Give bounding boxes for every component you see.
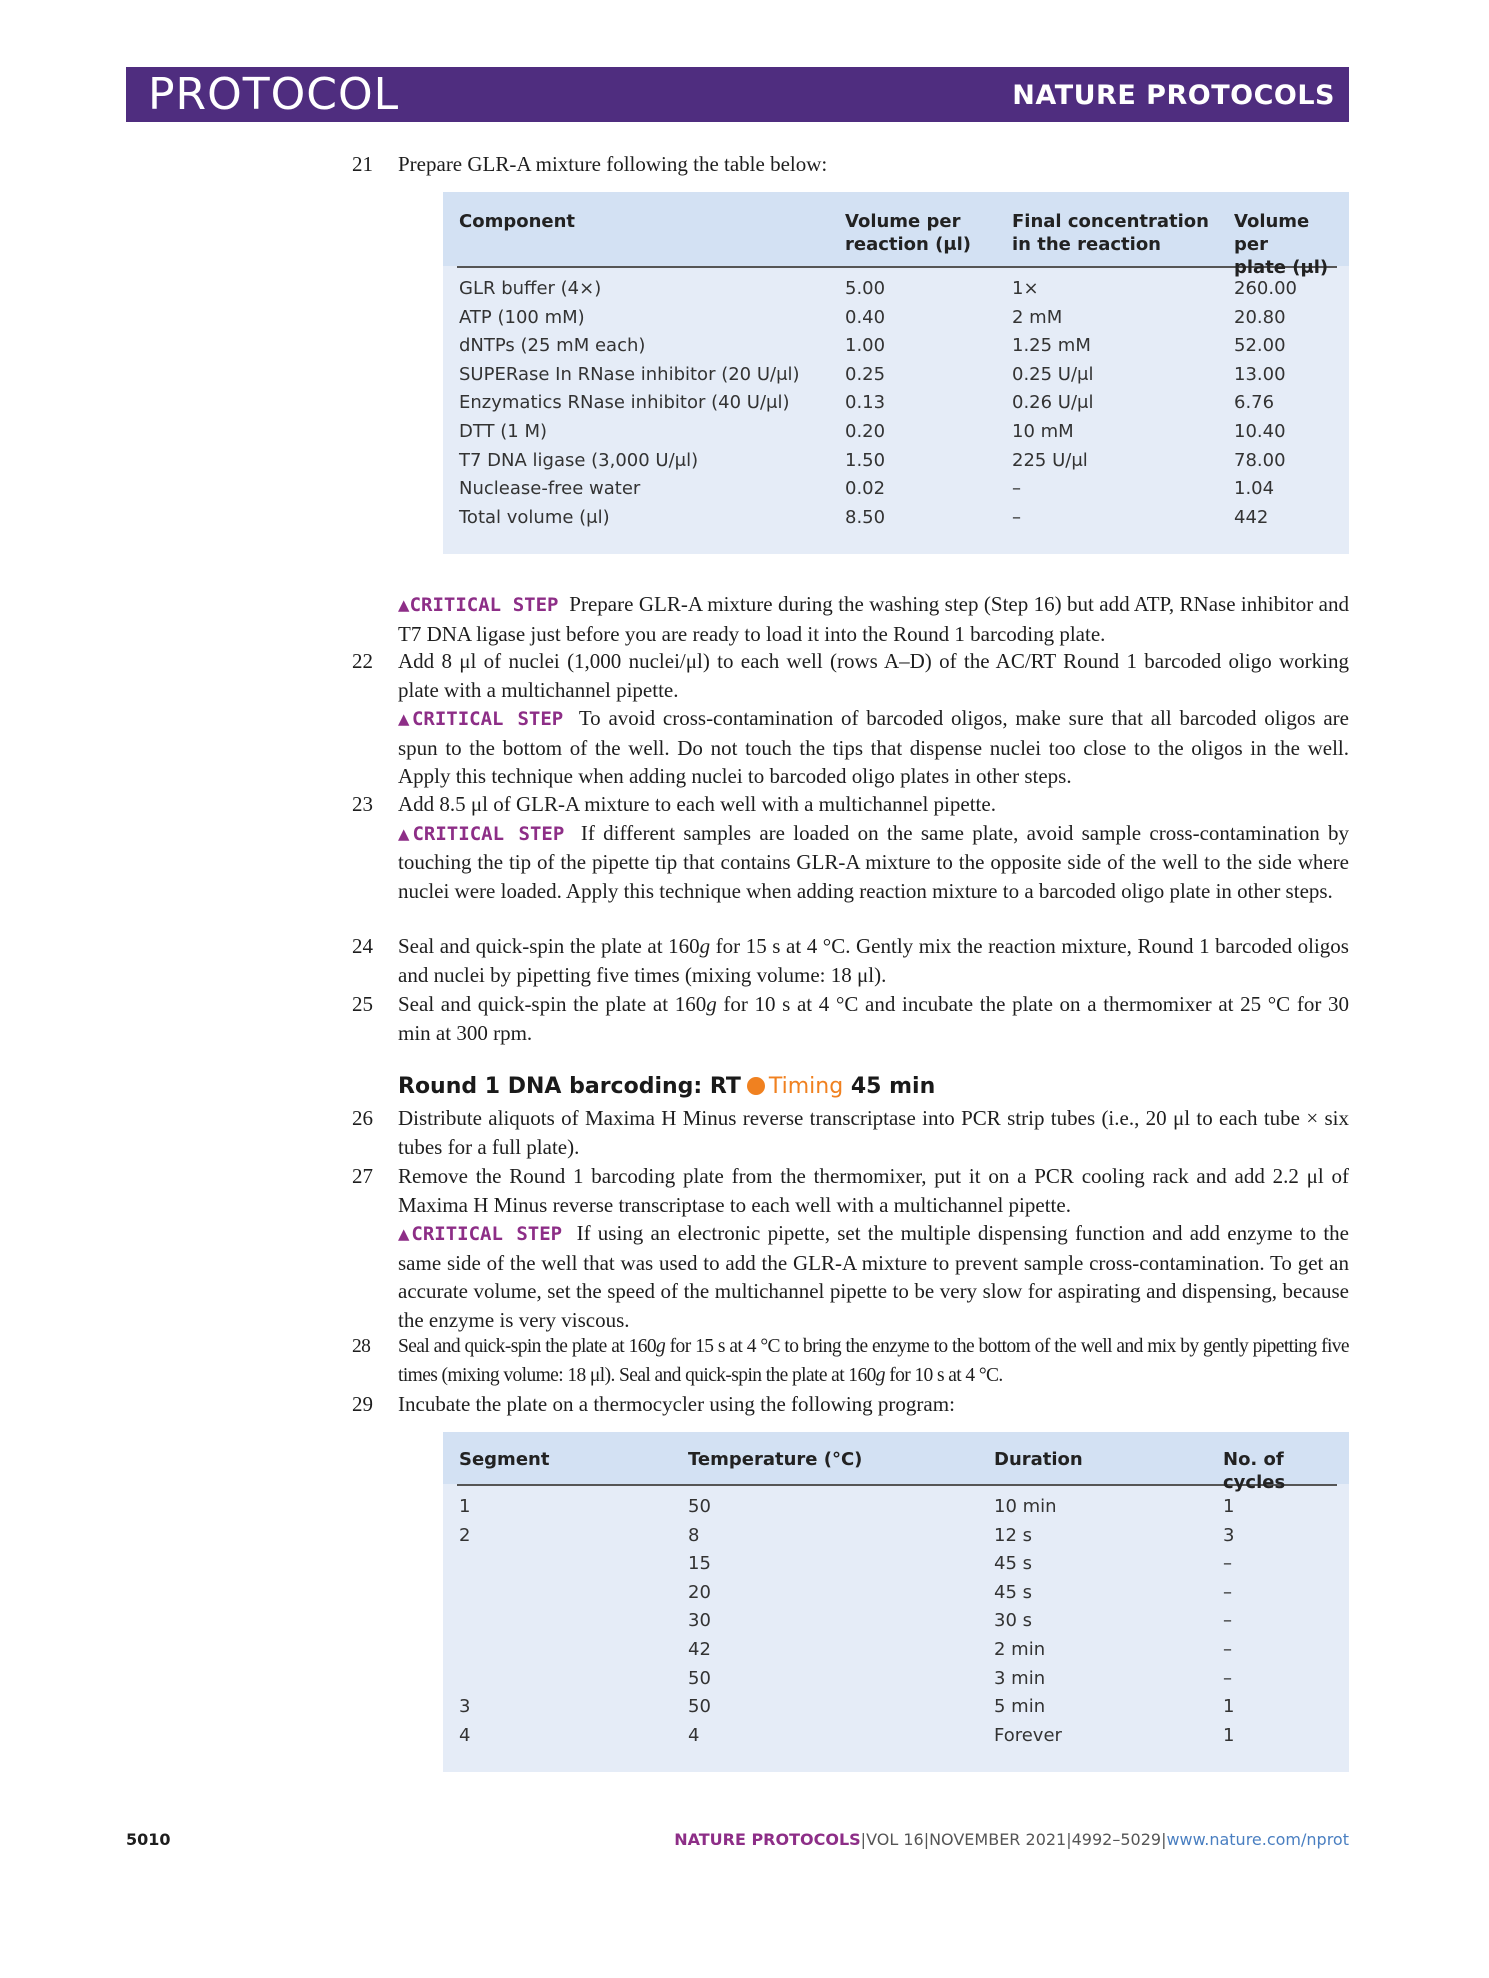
- table-cell: 20: [688, 1581, 711, 1603]
- critical-step-label: ▲CRITICAL STEP: [398, 1223, 563, 1245]
- section-heading: [398, 1074, 935, 1099]
- table-header-row: [443, 1432, 1349, 1484]
- table-cell: 1: [1223, 1496, 1235, 1517]
- journal-citation: NATURE PROTOCOLS|VOL 16|NOVEMBER 2021|4992–5029|www.nature.com/nprot: [674, 1830, 1349, 1849]
- table-cell: 225 U/μl: [1012, 449, 1088, 471]
- step-24: [352, 932, 1349, 989]
- page-number: 5010: [126, 1830, 171, 1849]
- table-cell: 3: [459, 1696, 471, 1718]
- table-cell: 30 s: [994, 1610, 1033, 1632]
- table-cell: ATP (100 mM): [459, 306, 585, 328]
- table-cell: –: [1012, 478, 1021, 500]
- table-cell: 1: [1223, 1696, 1235, 1718]
- table-cell: 442: [1234, 506, 1269, 528]
- step-number: 23: [352, 792, 373, 816]
- table-cell: 2 min: [994, 1639, 1046, 1660]
- table-cell: 0.26 U/μl: [1012, 392, 1094, 414]
- table-cell: –: [1223, 1581, 1232, 1603]
- page-header-bar: [126, 67, 1349, 122]
- table-cell: 3 min: [994, 1667, 1046, 1689]
- table-cell: 10 mM: [1012, 421, 1074, 442]
- table-cell: 20.80: [1234, 306, 1286, 328]
- table-cell: 50: [688, 1496, 711, 1517]
- table-cell: 0.25: [845, 363, 886, 385]
- step-21: [352, 150, 1349, 179]
- table-cell: 0.02: [845, 478, 886, 500]
- table-cell: 2: [459, 1524, 471, 1546]
- table-cell: 1×: [1012, 278, 1039, 299]
- step-number: 25: [352, 992, 373, 1016]
- footer-date: NOVEMBER 2021: [929, 1830, 1067, 1849]
- header-rule: [457, 266, 1337, 268]
- table-cell: 6.76: [1234, 392, 1275, 414]
- footer-url-link[interactable]: www.nature.com/nprot: [1166, 1830, 1349, 1849]
- footer-pages: 4992–5029: [1071, 1830, 1162, 1849]
- footer-journal: NATURE PROTOCOLS: [674, 1830, 861, 1849]
- step-26: [352, 1104, 1349, 1161]
- table-cell: 4: [459, 1724, 471, 1746]
- table-cell: DTT (1 M): [459, 421, 548, 442]
- column-header: Final concentration in the reaction: [1012, 211, 1209, 255]
- column-header: Volume per reaction (μl): [845, 211, 971, 255]
- step-27: [352, 1162, 1349, 1334]
- table-cell: 45 s: [994, 1553, 1033, 1575]
- table-cell: 1.00: [845, 335, 886, 357]
- table-cell: 1.50: [845, 449, 886, 471]
- table-cell: 1: [459, 1496, 471, 1517]
- table-cell: 5.00: [845, 278, 886, 299]
- timing-dot-icon: [747, 1077, 765, 1095]
- table-cell: 3: [1223, 1524, 1235, 1546]
- step-number: 27: [352, 1164, 373, 1188]
- table-cell: 1.25 mM: [1012, 335, 1091, 357]
- column-header: No. of cycles: [1223, 1449, 1286, 1493]
- table-cell: 50: [688, 1667, 711, 1689]
- table-cell: 1.04: [1234, 478, 1275, 500]
- step-text: Seal and quick-spin the plate at 160g for 15 s at 4 °C. Gently mix the reaction mixture, Round 1 barcoded oligos and nuclei by pipetting five times (mixing volume: 18 μl).: [398, 934, 1349, 987]
- table-cell: 2 mM: [1012, 306, 1063, 328]
- table-cell: 45 s: [994, 1581, 1033, 1603]
- section-type-label: PROTOCOL: [148, 69, 400, 120]
- step-number: 24: [352, 934, 373, 958]
- table-cell: –: [1012, 506, 1021, 528]
- table-cell: 30: [688, 1610, 711, 1632]
- critical-step-label: ▲CRITICAL STEP: [398, 708, 564, 730]
- table-cell: –: [1223, 1553, 1232, 1575]
- table-cell: 42: [688, 1639, 711, 1660]
- critical-step-text: Prepare GLR-A mixture during the washing step (Step 16) but add ATP, RNase inhibitor and T7 DNA ligase just before you are ready to load it into the Round 1 barcoding plate.: [398, 592, 1349, 646]
- step-text: Distribute aliquots of Maxima H Minus reverse transcriptase into PCR strip tubes (i.e., 20 μl to each tube × six tubes for a full plate).: [398, 1106, 1349, 1159]
- table-cell: 0.40: [845, 306, 886, 328]
- table-cell: Enzymatics RNase inhibitor (40 U/μl): [459, 392, 790, 414]
- critical-step-21: [398, 590, 1349, 648]
- step-29: [352, 1390, 1349, 1419]
- critical-step-text: To avoid cross-contamination of barcoded oligos, make sure that all barcoded oligos are spun to the bottom of the well. Do not touch the tips that dispense nuclei too close to the oligos in the well. Apply this technique when adding nuclei to barcoded oligo plates in other steps.: [398, 706, 1349, 788]
- table-cell: GLR buffer (4×): [459, 278, 602, 299]
- table-cell: 15: [688, 1553, 711, 1575]
- table-cell: 0.25 U/μl: [1012, 363, 1094, 385]
- step-number: 26: [352, 1106, 373, 1130]
- journal-name-label: NATURE PROTOCOLS: [1012, 80, 1335, 111]
- table-cell: 10 min: [994, 1496, 1057, 1517]
- column-header: Volume per plate (μl): [1234, 211, 1329, 278]
- section-title: Round 1 DNA barcoding: RT: [398, 1074, 741, 1099]
- step-28: [352, 1333, 1349, 1390]
- critical-step-text: If different samples are loaded on the same plate, avoid sample cross-contamination by touching the tip of the pipette tip that contains GLR-A mixture to the opposite side of the well to the side where nuclei were loaded. Apply this technique when adding reaction mixture to a barcoded oligo plate in other steps.: [398, 820, 1350, 903]
- critical-step-label: ▲CRITICAL STEP: [398, 822, 565, 845]
- table-cell: 13.00: [1234, 363, 1286, 385]
- step-text: Prepare GLR-A mixture following the table below:: [398, 152, 828, 176]
- step-number: 22: [352, 649, 373, 673]
- step-text: Seal and quick-spin the plate at 160g for 15 s at 4 °C to bring the enzyme to the bottom of the well and mix by gently pipetting five times (mixing volume: 18 μl). Seal and quick-spin the plate at 160g for 10 s at 4 °C.: [398, 1336, 1349, 1386]
- table-cell: –: [1223, 1610, 1232, 1632]
- table-cell: 5 min: [994, 1696, 1046, 1718]
- step-text: Add 8.5 μl of GLR-A mixture to each well with a multichannel pipette.: [398, 792, 996, 816]
- thermocycler-program-table: [443, 1432, 1349, 1772]
- timing-value: 45 min: [850, 1074, 936, 1099]
- step-23: [352, 790, 1350, 905]
- table-cell: 260.00: [1234, 278, 1297, 299]
- column-header: Duration: [994, 1449, 1083, 1470]
- table-cell: Total volume (μl): [459, 506, 610, 528]
- table-cell: 0.13: [845, 392, 886, 414]
- table-cell: –: [1223, 1639, 1232, 1660]
- footer-volume: VOL 16: [866, 1830, 924, 1849]
- table-cell: 12 s: [994, 1524, 1033, 1546]
- table-cell: Nuclease-free water: [459, 478, 641, 500]
- table-cell: 50: [688, 1696, 711, 1718]
- table-cell: 1: [1223, 1724, 1235, 1746]
- table-cell: T7 DNA ligase (3,000 U/μl): [459, 449, 699, 471]
- step-text: Add 8 μl of nuclei (1,000 nuclei/μl) to each well (rows A–D) of the AC/RT Round 1 barcoded oligo working plate with a multichannel pipette.: [398, 649, 1349, 702]
- table-cell: 8: [688, 1524, 700, 1546]
- critical-step-label: ▲CRITICAL STEP: [398, 594, 559, 616]
- glr-a-mixture-table: [443, 192, 1349, 554]
- step-number: 21: [352, 152, 373, 176]
- step-25: [352, 990, 1349, 1047]
- column-header: Segment: [459, 1449, 550, 1470]
- step-number: 28: [352, 1336, 371, 1357]
- header-rule: [457, 1484, 1337, 1486]
- table-cell: 78.00: [1234, 449, 1286, 471]
- table-cell: 4: [688, 1724, 700, 1746]
- table-cell: 52.00: [1234, 335, 1286, 357]
- step-text: Seal and quick-spin the plate at 160g for 10 s at 4 °C and incubate the plate on a thermomixer at 25 °C for 30 min at 300 rpm.: [398, 992, 1349, 1045]
- table-cell: SUPERase In RNase inhibitor (20 U/μl): [459, 363, 800, 385]
- table-cell: Forever: [994, 1724, 1062, 1746]
- step-text: Remove the Round 1 barcoding plate from the thermomixer, put it on a PCR cooling rack and add 2.2 μl of Maxima H Minus reverse transcriptase to each well with a multichannel pipette.: [398, 1164, 1349, 1217]
- timing-label: Timing: [768, 1074, 844, 1099]
- step-number: 29: [352, 1392, 373, 1416]
- table-cell: –: [1223, 1667, 1232, 1689]
- column-header: Temperature (°C): [688, 1449, 863, 1470]
- table-cell: 0.20: [845, 421, 886, 442]
- critical-step-text: If using an electronic pipette, set the multiple dispensing function and add enzyme to the same side of the well that was used to add the GLR-A mixture to prevent sample cross-contamination. To get an accurate volume, set the speed of the multichannel pipette to be very slow for aspirating and dispensing, because the enzyme is very viscous.: [398, 1221, 1349, 1332]
- step-22: [352, 647, 1349, 791]
- table-cell: 8.50: [845, 506, 886, 528]
- step-text: Incubate the plate on a thermocycler using the following program:: [398, 1392, 955, 1416]
- column-header: Component: [459, 211, 576, 232]
- table-cell: 10.40: [1234, 421, 1286, 442]
- table-cell: dNTPs (25 mM each): [459, 335, 646, 357]
